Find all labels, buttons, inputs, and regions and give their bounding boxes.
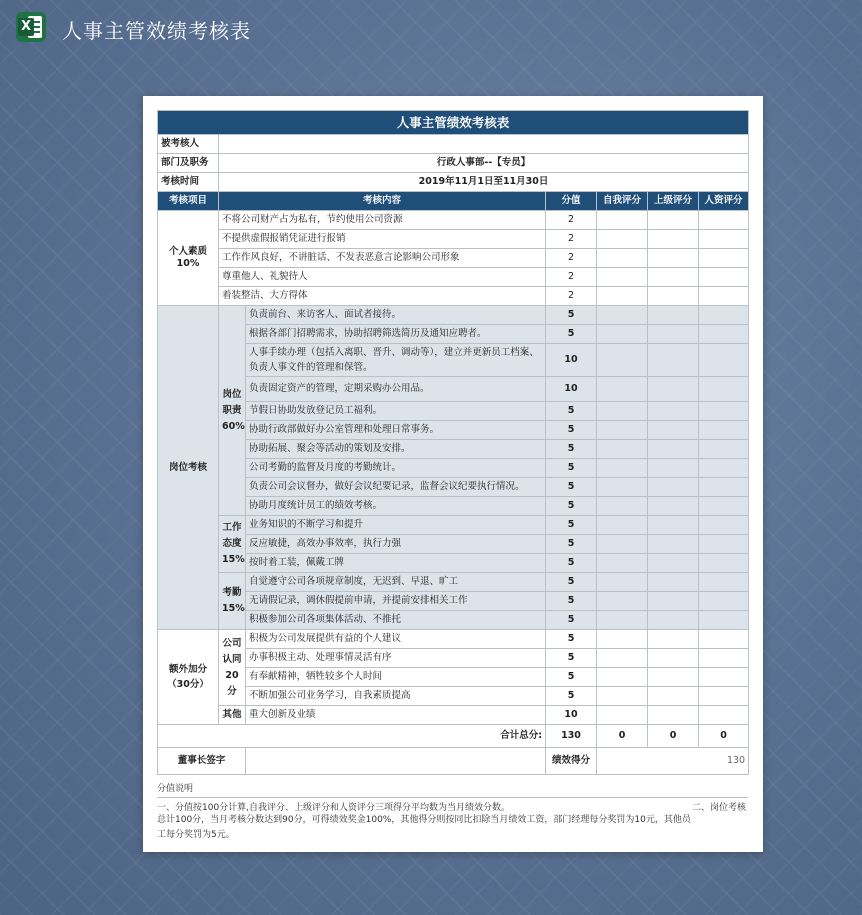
signature-label: 董事长签字	[158, 748, 246, 775]
item-score: 5	[546, 592, 597, 611]
hr-score-cell[interactable]	[699, 344, 749, 377]
item-content: 积极参加公司各项集体活动、不推托	[246, 611, 546, 630]
person-label: 被考核人	[158, 135, 219, 154]
item-score: 5	[546, 535, 597, 554]
item-score: 5	[546, 306, 597, 325]
item-content: 不断加强公司业务学习，自我素质提高	[246, 687, 546, 706]
period-label: 考核时间	[158, 173, 219, 192]
item-score: 2	[546, 287, 597, 306]
notes-line-1-right: 二、岗位考核	[691, 803, 746, 813]
item-score: 5	[546, 611, 597, 630]
item-score: 10	[546, 344, 597, 377]
superior-score-cell[interactable]	[648, 268, 699, 287]
superior-score-cell[interactable]	[648, 630, 699, 649]
self-score-cell[interactable]	[597, 573, 648, 592]
item-content: 重大创新及业绩	[246, 706, 546, 725]
item-score: 5	[546, 325, 597, 344]
excel-icon: X	[16, 12, 46, 42]
result-value: 130	[597, 748, 749, 775]
notes-heading: 分值说明	[157, 784, 194, 794]
hr-score-cell[interactable]	[699, 249, 749, 268]
self-score-cell[interactable]	[597, 706, 648, 725]
person-value[interactable]	[219, 135, 749, 154]
self-score-cell[interactable]	[597, 421, 648, 440]
self-score-cell[interactable]	[597, 325, 648, 344]
self-score-cell[interactable]	[597, 249, 648, 268]
self-score-cell[interactable]	[597, 668, 648, 687]
item-content: 有奉献精神，牺牲较多个人时间	[246, 668, 546, 687]
dept-value[interactable]: 行政人事部--【专员】	[219, 154, 749, 173]
hr-score-cell[interactable]	[699, 706, 749, 725]
item-score: 2	[546, 268, 597, 287]
self-score-cell[interactable]	[597, 649, 648, 668]
item-score: 5	[546, 402, 597, 421]
hr-score-cell[interactable]	[699, 230, 749, 249]
superior-score-cell[interactable]	[648, 611, 699, 630]
group-label-company: 公司 认同 20分	[219, 630, 246, 706]
self-score-cell[interactable]	[597, 630, 648, 649]
column-header: 自我评分	[597, 192, 648, 211]
total-hr: 0	[699, 725, 749, 748]
evaluation-table	[157, 110, 749, 775]
hr-score-cell[interactable]	[699, 377, 749, 402]
item-content: 节假日协助发放登记员工福利。	[246, 402, 546, 421]
item-score: 5	[546, 516, 597, 535]
superior-score-cell[interactable]	[648, 535, 699, 554]
self-score-cell[interactable]	[597, 377, 648, 402]
item-content: 根据各部门招聘需求，协助招聘筛选简历及通知应聘者。	[246, 325, 546, 344]
result-label: 绩效得分	[546, 748, 597, 775]
self-score-cell[interactable]	[597, 230, 648, 249]
notes-line-2: 总计100分，当月考核分数达到90分，可得绩效奖金100%，其他得分则按同比扣除当月绩效工资，部门经理每分奖罚为10元，其他员	[157, 815, 691, 825]
sheet-title: 人事主管绩效考核表	[158, 111, 749, 135]
hr-score-cell[interactable]	[699, 592, 749, 611]
superior-score-cell[interactable]	[648, 421, 699, 440]
column-header: 人资评分	[699, 192, 749, 211]
item-content: 着装整洁、大方得体	[219, 287, 546, 306]
superior-score-cell[interactable]	[648, 706, 699, 725]
superior-score-cell[interactable]	[648, 459, 699, 478]
self-score-cell[interactable]	[597, 440, 648, 459]
total-self: 0	[597, 725, 648, 748]
hr-score-cell[interactable]	[699, 554, 749, 573]
superior-score-cell[interactable]	[648, 344, 699, 377]
group-label-other: 其他	[219, 706, 246, 725]
section-label-extra: 额外加分 （30分）	[158, 630, 219, 725]
item-content: 业务知识的不断学习和提升	[246, 516, 546, 535]
column-header: 分值	[546, 192, 597, 211]
hr-score-cell[interactable]	[699, 668, 749, 687]
superior-score-cell[interactable]	[648, 306, 699, 325]
spreadsheet-page	[143, 96, 763, 852]
item-score: 5	[546, 478, 597, 497]
hr-score-cell[interactable]	[699, 402, 749, 421]
self-score-cell[interactable]	[597, 306, 648, 325]
hr-score-cell[interactable]	[699, 268, 749, 287]
item-content: 不提供虚假报销凭证进行报销	[219, 230, 546, 249]
item-score: 5	[546, 459, 597, 478]
item-content: 按时着工装，佩戴工牌	[246, 554, 546, 573]
item-content: 尊重他人、礼貌待人	[219, 268, 546, 287]
item-content: 人事手续办理（包括入离职、晋升、调动等），建立并更新员工档案、负责人事文件的管理和保管。	[246, 344, 546, 377]
notes-line-3: 工每分奖罚为5元。	[157, 830, 235, 840]
superior-score-cell[interactable]	[648, 554, 699, 573]
notes-line-1: 一、分值按100分计算,自我评分、上级评分和人资评分三项得分平均数为当月绩效分数。	[157, 803, 511, 813]
hr-score-cell[interactable]	[699, 325, 749, 344]
superior-score-cell[interactable]	[648, 516, 699, 535]
self-score-cell[interactable]	[597, 687, 648, 706]
superior-score-cell[interactable]	[648, 497, 699, 516]
hr-score-cell[interactable]	[699, 421, 749, 440]
title-bar	[0, 0, 862, 56]
self-score-cell[interactable]	[597, 516, 648, 535]
item-score: 5	[546, 668, 597, 687]
self-score-cell[interactable]	[597, 478, 648, 497]
hr-score-cell[interactable]	[699, 478, 749, 497]
item-content: 无请假记录，调休假提前申请，并提前安排相关工作	[246, 592, 546, 611]
item-content: 负责公司会议督办，做好会议纪要记录，监督会议纪要执行情况。	[246, 478, 546, 497]
hr-score-cell[interactable]	[699, 516, 749, 535]
item-content: 自觉遵守公司各项规章制度，无迟到、早退、旷工	[246, 573, 546, 592]
hr-score-cell[interactable]	[699, 440, 749, 459]
hr-score-cell[interactable]	[699, 535, 749, 554]
hr-score-cell[interactable]	[699, 459, 749, 478]
self-score-cell[interactable]	[597, 592, 648, 611]
self-score-cell[interactable]	[597, 402, 648, 421]
superior-score-cell[interactable]	[648, 440, 699, 459]
dept-label: 部门及职务	[158, 154, 219, 173]
item-content: 负责前台、来访客人、面试者接待。	[246, 306, 546, 325]
app-title: 人事主管效绩考核表	[62, 19, 251, 43]
item-score: 5	[546, 573, 597, 592]
self-score-cell[interactable]	[597, 611, 648, 630]
group-label-attitude: 工作 态度 15%	[219, 516, 246, 573]
total-label: 合计总分:	[158, 725, 546, 748]
item-content: 协助行政部做好办公室管理和处理日常事务。	[246, 421, 546, 440]
self-score-cell[interactable]	[597, 535, 648, 554]
item-score: 2	[546, 249, 597, 268]
superior-score-cell[interactable]	[648, 478, 699, 497]
self-score-cell[interactable]	[597, 344, 648, 377]
hr-score-cell[interactable]	[699, 573, 749, 592]
total-score: 130	[546, 725, 597, 748]
item-content: 不将公司财产占为私有，节约使用公司资源	[219, 211, 546, 230]
hr-score-cell[interactable]	[699, 211, 749, 230]
item-content: 协助拓展、聚会等活动的策划及安排。	[246, 440, 546, 459]
item-score: 10	[546, 706, 597, 725]
item-score: 5	[546, 687, 597, 706]
self-score-cell[interactable]	[597, 287, 648, 306]
item-content: 公司考勤的监督及月度的考勤统计。	[246, 459, 546, 478]
item-score: 5	[546, 630, 597, 649]
item-score: 2	[546, 230, 597, 249]
superior-score-cell[interactable]	[648, 249, 699, 268]
section-label-post: 岗位考核	[158, 306, 219, 630]
item-content: 办事积极主动、处理事情灵活有序	[246, 649, 546, 668]
hr-score-cell[interactable]	[699, 687, 749, 706]
self-score-cell[interactable]	[597, 554, 648, 573]
superior-score-cell[interactable]	[648, 668, 699, 687]
superior-score-cell[interactable]	[648, 573, 699, 592]
column-header: 考核内容	[219, 192, 546, 211]
signature-field[interactable]	[246, 748, 546, 775]
item-content: 积极为公司发展提供有益的个人建议	[246, 630, 546, 649]
item-content: 工作作风良好，不讲脏话、不发表恶意言论影响公司形象	[219, 249, 546, 268]
column-header: 考核项目	[158, 192, 219, 211]
superior-score-cell[interactable]	[648, 287, 699, 306]
column-header: 上级评分	[648, 192, 699, 211]
item-score: 5	[546, 497, 597, 516]
hr-score-cell[interactable]	[699, 497, 749, 516]
superior-score-cell[interactable]	[648, 325, 699, 344]
item-content: 负责固定资产的管理，定期采购办公用品。	[246, 377, 546, 402]
item-score: 5	[546, 440, 597, 459]
item-score: 5	[546, 554, 597, 573]
item-score: 5	[546, 649, 597, 668]
hr-score-cell[interactable]	[699, 649, 749, 668]
superior-score-cell[interactable]	[648, 211, 699, 230]
superior-score-cell[interactable]	[648, 592, 699, 611]
superior-score-cell[interactable]	[648, 687, 699, 706]
self-score-cell[interactable]	[597, 459, 648, 478]
hr-score-cell[interactable]	[699, 306, 749, 325]
hr-score-cell[interactable]	[699, 630, 749, 649]
period-value[interactable]: 2019年11月1日至11月30日	[219, 173, 749, 192]
hr-score-cell[interactable]	[699, 611, 749, 630]
group-label-attendance: 考勤 15%	[219, 573, 246, 630]
self-score-cell[interactable]	[597, 497, 648, 516]
item-score: 2	[546, 211, 597, 230]
superior-score-cell[interactable]	[648, 230, 699, 249]
self-score-cell[interactable]	[597, 211, 648, 230]
hr-score-cell[interactable]	[699, 287, 749, 306]
section-label-personal: 个人素质 10%	[158, 211, 219, 306]
superior-score-cell[interactable]	[648, 649, 699, 668]
item-content: 反应敏捷，高效办事效率，执行力强	[246, 535, 546, 554]
item-score: 10	[546, 377, 597, 402]
item-content: 协助月度统计员工的绩效考核。	[246, 497, 546, 516]
group-label-duties: 岗位 职责 60%	[219, 306, 246, 516]
total-superior: 0	[648, 725, 699, 748]
self-score-cell[interactable]	[597, 268, 648, 287]
superior-score-cell[interactable]	[648, 402, 699, 421]
notes-line-1-wrapper	[157, 797, 748, 813]
superior-score-cell[interactable]	[648, 377, 699, 402]
item-score: 5	[546, 421, 597, 440]
